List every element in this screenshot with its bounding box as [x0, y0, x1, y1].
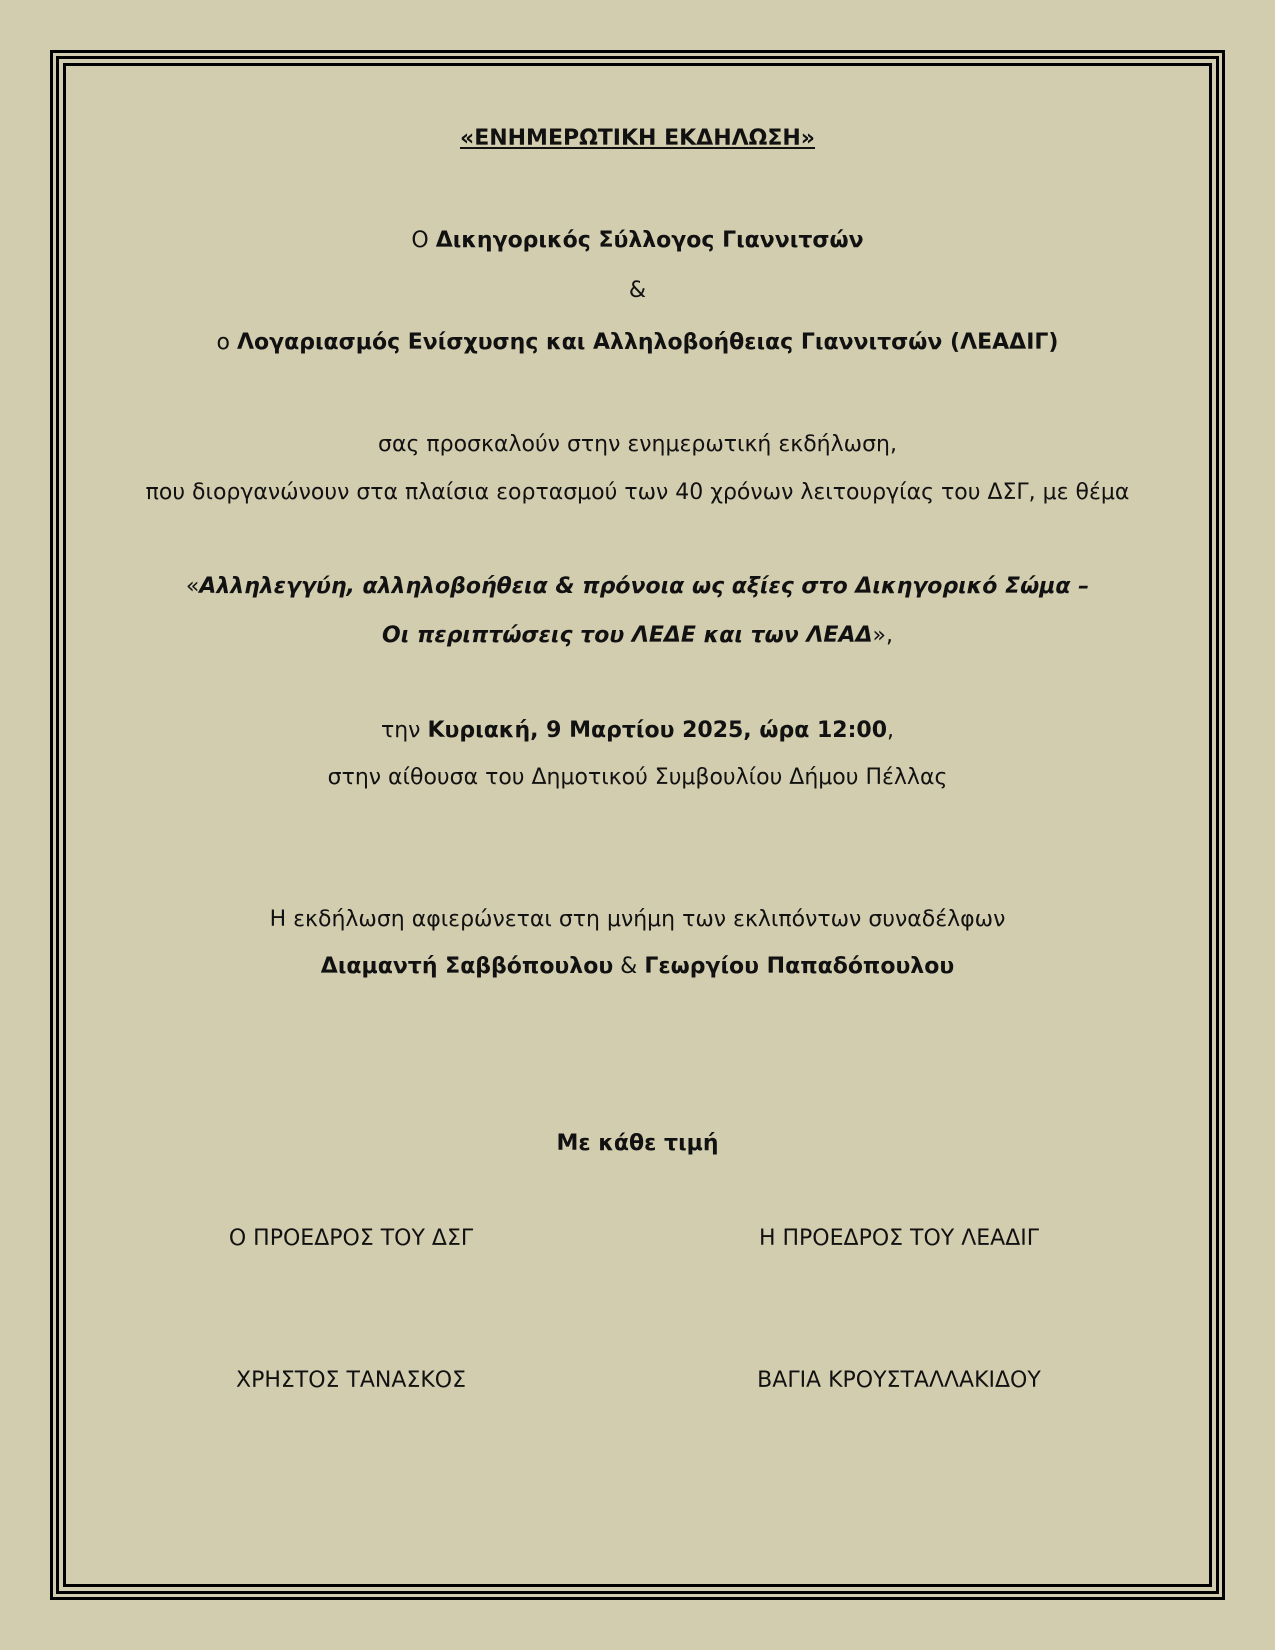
dedication-name-1: Διαμαντή Σαββόπουλου — [320, 954, 614, 979]
topic-text-2: Οι περιπτώσεις του ΛΕΔΕ και των ΛΕΑΔ — [382, 623, 873, 648]
topic-text-1: Αλληλεγγύη, αλληλοβοήθεια & πρόνοια ως αξίες στο Δικηγορικό Σώμα – — [199, 574, 1090, 599]
organizer-1-line — [66, 230, 1209, 252]
event-venue: στην αίθουσα του Δημοτικού Συμβουλίου Δήμου Πέλλας — [327, 765, 948, 790]
organizer-1-name: Δικηγορικός Σύλλογος Γιαννιτσών — [435, 228, 864, 253]
page-border-inner — [63, 63, 1212, 1587]
event-datetime — [66, 720, 1209, 742]
datetime-prefix: την — [380, 718, 428, 743]
topic-close-quote: », — [872, 623, 893, 648]
page-title: «ΕΝΗΜΕΡΩΤΙΚΗ ΕΚΔΗΛΩΣΗ» — [459, 126, 816, 151]
topic-open-quote: « — [185, 574, 200, 599]
page-border-middle — [56, 56, 1219, 1594]
datetime-value: Κυριακή, 9 Μαρτίου 2025, ώρα 12:00 — [427, 718, 887, 743]
dedication-joiner: & — [613, 954, 645, 979]
organizer-2-prefix: ο — [216, 330, 237, 355]
organizer-ampersand: & — [628, 278, 647, 303]
topic-line-2 — [66, 625, 1209, 647]
signature-right-name: ΒΑΓΙΑ ΚΡΟΥΣΤΑΛΛΑΚΙΔΟΥ — [757, 1368, 1041, 1393]
datetime-suffix: , — [887, 718, 894, 743]
closing-greeting: Με κάθε τιμή — [556, 1131, 719, 1156]
signature-left-title: Ο ΠΡΟΕΔΡΟΣ ΤΟΥ ΔΣΓ — [228, 1226, 474, 1251]
organizer-2-name: Λογαριασμός Ενίσχυσης και Αλληλοβοήθειας Γιαννιτσών (ΛΕΑΔΙΓ) — [236, 330, 1059, 355]
dedication-names — [66, 956, 1209, 978]
signature-left-name: ΧΡΗΣΤΟΣ ΤΑΝΑΣΚΟΣ — [236, 1368, 466, 1393]
organizer-2-line — [66, 332, 1209, 354]
topic-line-1 — [66, 576, 1209, 598]
dedication-line: Η εκδήλωση αφιερώνεται στη μνήμη των εκλιπόντων συναδέλφων — [269, 907, 1006, 932]
organizer-1-prefix: Ο — [411, 228, 436, 253]
invitation-line-2: που διοργανώνουν στα πλαίσια εορτασμού των 40 χρόνων λειτουργίας του ΔΣΓ, με θέμα — [145, 480, 1130, 505]
invitation-line-1: σας προσκαλούν στην ενημερωτική εκδήλωση, — [378, 432, 897, 457]
dedication-name-2: Γεωργίου Παπαδόπουλου — [644, 954, 955, 979]
signature-right-title: Η ΠΡΟΕΔΡΟΣ ΤΟΥ ΛΕΑΔΙΓ — [758, 1226, 1040, 1251]
page-border-outer — [50, 50, 1225, 1600]
